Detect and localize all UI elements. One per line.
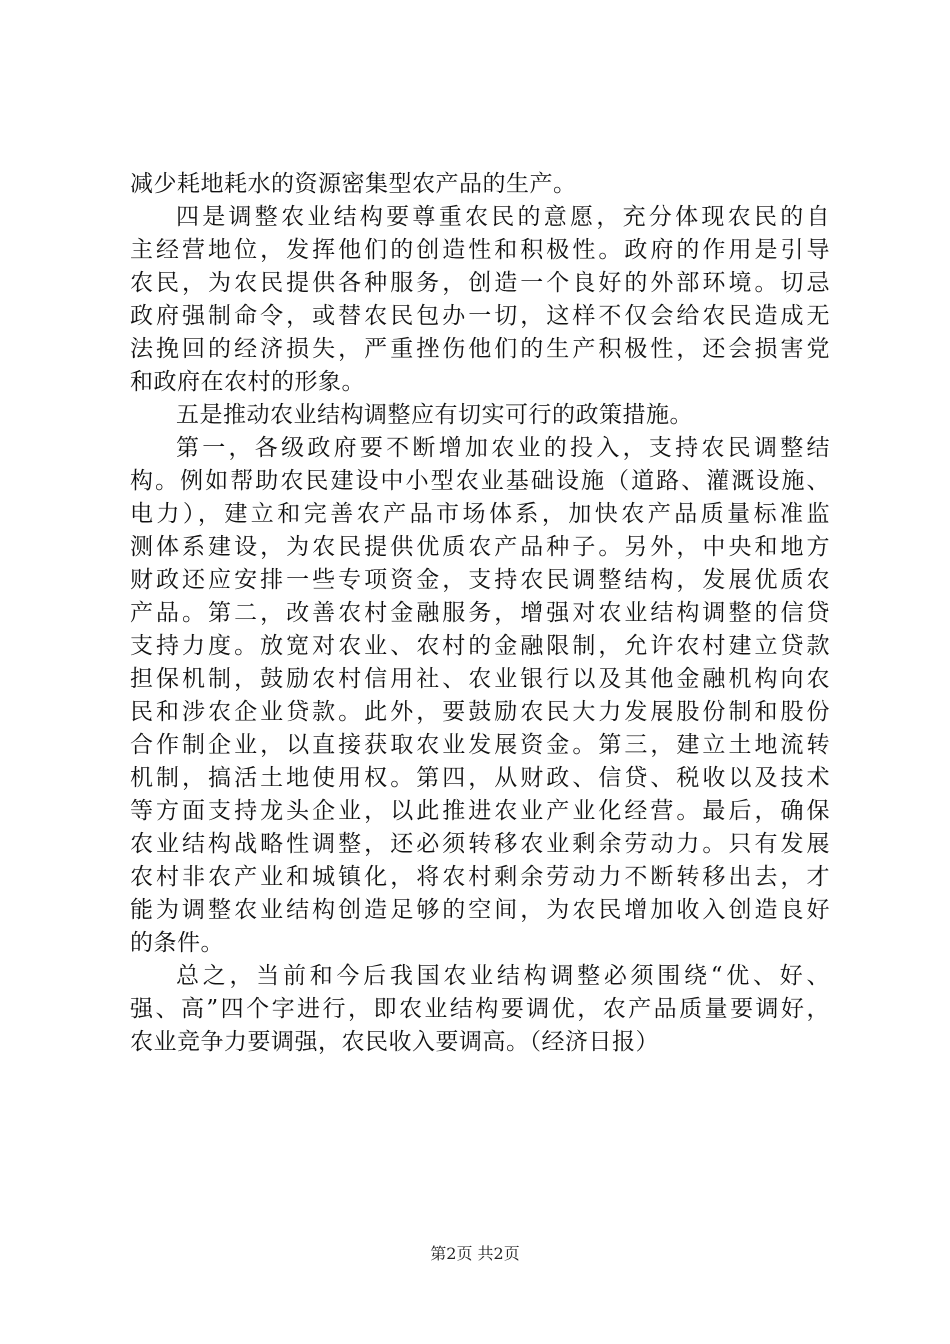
- paragraph-line: 法挽回的经济损失，严重挫伤他们的生产积极性，还会损害党: [130, 336, 830, 362]
- paragraph-line: 总之，当前和今后我国农业结构调整必须围绕“优、好、: [176, 963, 830, 989]
- paragraph-line: 农业竞争力要调强，农民收入要调高。（经济日报）: [130, 1029, 659, 1055]
- paragraph-line: 农业结构战略性调整，还必须转移农业剩余劳动力。只有发展: [130, 831, 830, 857]
- paragraph-line: 合作制企业，以直接获取农业发展资金。第三，建立土地流转: [130, 732, 830, 758]
- paragraph-line: 担保机制，鼓励农村信用社、农业银行以及其他金融机构向农: [130, 666, 830, 692]
- paragraph-line: 农民，为农民提供各种服务，创造一个良好的外部环境。切忌: [130, 270, 830, 296]
- paragraph-line: 民和涉农企业贷款。此外，要鼓励农民大力发展股份制和股份: [130, 699, 830, 725]
- paragraph-line: 农村非农产业和城镇化，将农村剩余劳动力不断转移出去，才: [130, 864, 830, 890]
- paragraph-line: 等方面支持龙头企业，以此推进农业产业化经营。最后，确保: [130, 798, 830, 824]
- paragraph-line: 产品。第二，改善农村金融服务，增强对农业结构调整的信贷: [130, 600, 830, 626]
- paragraph-line: 财政还应安排一些专项资金，支持农民调整结构，发展优质农: [130, 567, 830, 593]
- paragraph-line: 和政府在农村的形象。: [130, 369, 365, 395]
- paragraph-line: 能为调整农业结构创造足够的空间，为农民增加收入创造良好: [130, 897, 830, 923]
- paragraph-line: 构。例如帮助农民建设中小型农业基础设施（道路、灌溉设施、: [130, 468, 830, 494]
- paragraph-line: 的条件。: [130, 930, 224, 956]
- paragraph-line: 减少耗地耗水的资源密集型农产品的生产。: [130, 171, 577, 197]
- paragraph-line: 五是推动农业结构调整应有切实可行的政策措施。: [176, 402, 693, 428]
- paragraph-line: 强、高”四个字进行，即农业结构要调优，农产品质量要调好，: [130, 996, 830, 1022]
- paragraph-line: 四是调整农业结构要尊重农民的意愿，充分体现农民的自: [176, 204, 830, 230]
- paragraph-line: 主经营地位，发挥他们的创造性和积极性。政府的作用是引导: [130, 237, 830, 263]
- paragraph-line: 机制，搞活土地使用权。第四，从财政、信贷、税收以及技术: [130, 765, 830, 791]
- paragraph-line: 支持力度。放宽对农业、农村的金融限制，允许农村建立贷款: [130, 633, 830, 659]
- paragraph-line: 测体系建设，为农民提供优质农产品种子。另外，中央和地方: [130, 534, 830, 560]
- paragraph-line: 第一，各级政府要不断增加农业的投入，支持农民调整结: [176, 435, 830, 461]
- page-number: 第2页 共2页: [430, 1244, 520, 1263]
- document-body: [130, 168, 830, 1059]
- paragraph-line: 政府强制命令，或替农民包办一切，这样不仅会给农民造成无: [130, 303, 830, 329]
- paragraph-line: 电力），建立和完善农产品市场体系，加快农产品质量标准监: [130, 501, 830, 527]
